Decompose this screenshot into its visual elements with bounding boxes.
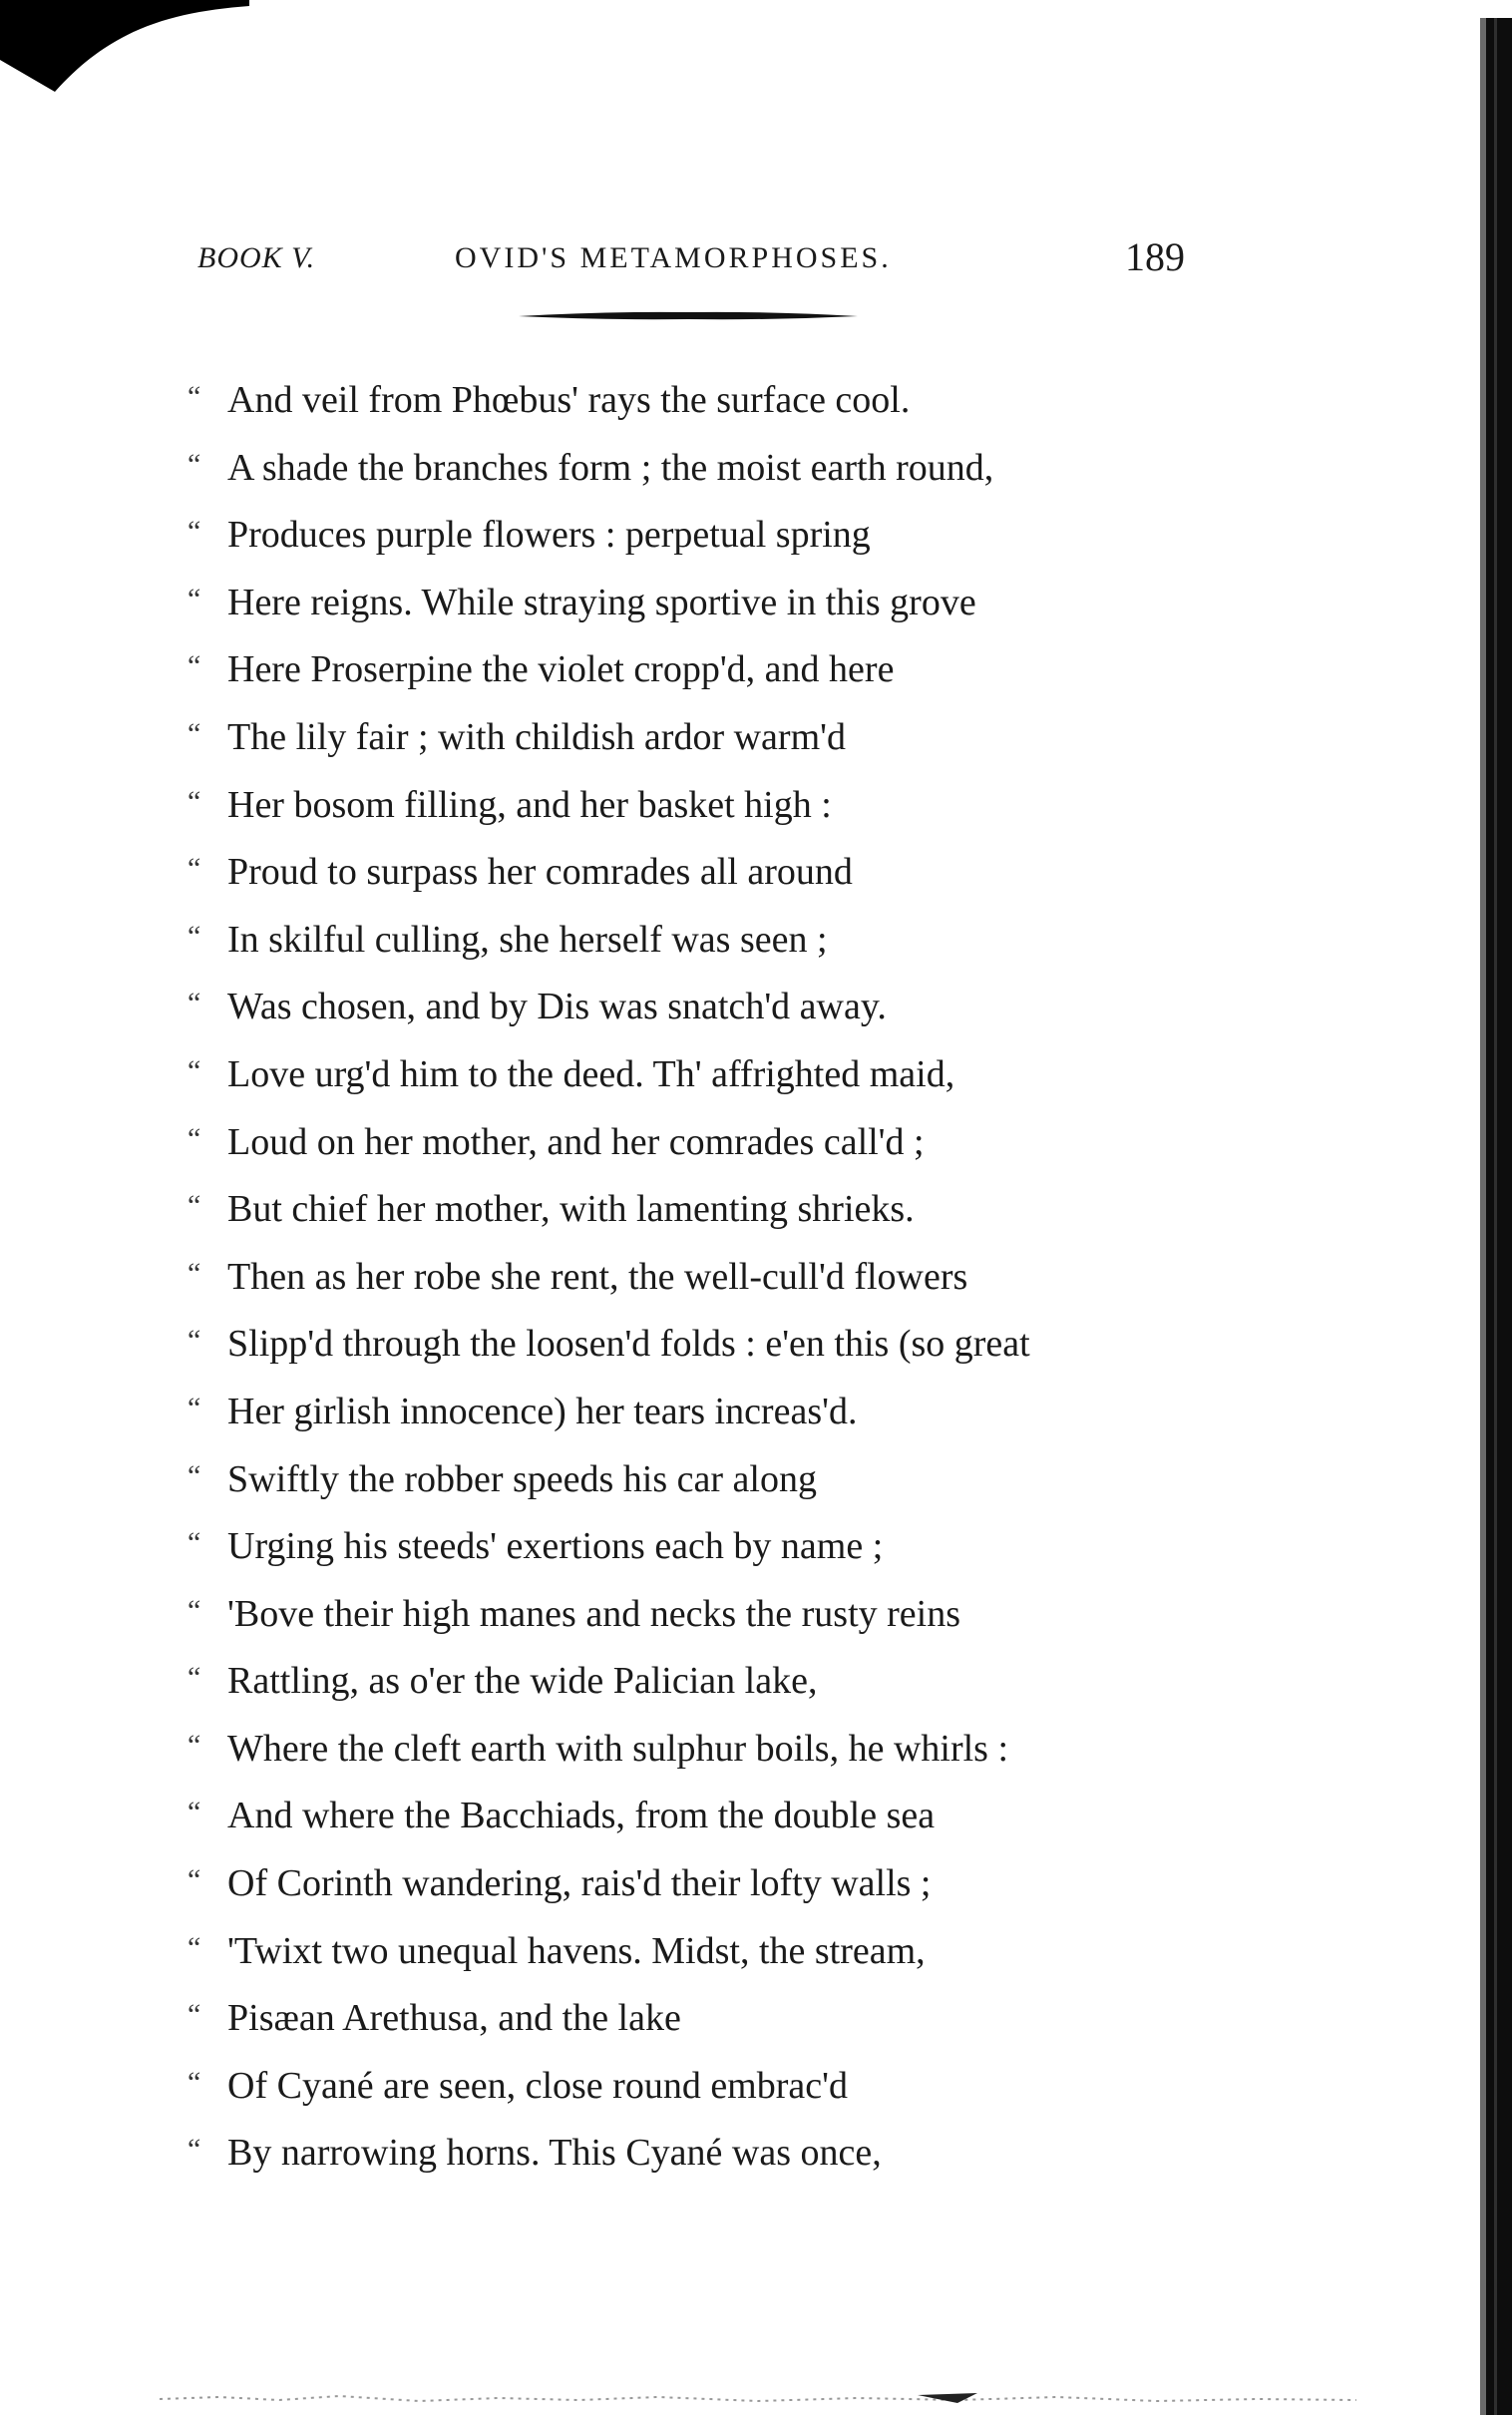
verse-text: Of Cyané are seen, close round embrac'd xyxy=(227,2064,848,2107)
verse-line xyxy=(188,1172,1185,1240)
verse-text: Here Proserpine the violet cropp'd, and here xyxy=(227,648,895,691)
verse-text: Her girlish innocence) her tears increas'd. xyxy=(227,1390,858,1432)
verse-text: Proud to surpass her comrades all around xyxy=(227,851,853,894)
verse-line xyxy=(188,1577,1185,1645)
head-rule-divider xyxy=(519,311,858,321)
verse-line xyxy=(188,1846,1185,1914)
verse-text: Slipp'd through the loosen'd folds : e'en this (so great xyxy=(227,1323,1030,1366)
verse-quote-mark: “ xyxy=(188,2065,201,2099)
verse-line xyxy=(188,1914,1185,1982)
verse-line xyxy=(188,1375,1185,1442)
verse-quote-mark: “ xyxy=(188,2133,201,2167)
verse-quote-mark: “ xyxy=(188,1593,201,1627)
verse-line xyxy=(188,1037,1185,1105)
verse-line xyxy=(188,2116,1185,2184)
verse-text: Rattling, as o'er the wide Palician lake, xyxy=(227,1660,818,1703)
verse-quote-mark: “ xyxy=(188,380,201,413)
verse-line xyxy=(188,1509,1185,1577)
verse-text: Here reigns. While straying sportive in this grove xyxy=(227,581,976,623)
verse-line xyxy=(188,2049,1185,2117)
verse-text: Pisæan Arethusa, and the lake xyxy=(227,1997,681,2040)
page-number: 189 xyxy=(1125,234,1185,279)
verse-line xyxy=(188,700,1185,768)
verse-text: Where the cleft earth with sulphur boils, he whirls : xyxy=(227,1727,1009,1770)
verse-line xyxy=(188,1644,1185,1712)
verse-quote-mark: “ xyxy=(188,1189,201,1223)
verse-line xyxy=(188,1307,1185,1375)
verse-quote-mark: “ xyxy=(188,447,201,481)
running-head-title: OVID'S METAMORPHOSES. xyxy=(455,241,892,274)
verse-text: In skilful culling, she herself was seen ; xyxy=(227,918,828,961)
verse-quote-mark: “ xyxy=(188,1053,201,1087)
verse-text: Urging his steeds' exertions each by name ; xyxy=(227,1525,884,1568)
verse-text: 'Twixt two unequal havens. Midst, the stream, xyxy=(227,1929,926,1972)
verse-quote-mark: “ xyxy=(188,1256,201,1290)
verse-quote-mark: “ xyxy=(188,919,201,953)
corner-tab-mark xyxy=(0,0,249,95)
verse-quote-mark: “ xyxy=(188,1661,201,1695)
verse-quote-mark: “ xyxy=(188,582,201,615)
verse-quote-mark: “ xyxy=(188,852,201,886)
verse-quote-mark: “ xyxy=(188,1796,201,1829)
verse-line xyxy=(188,835,1185,903)
verse-text: By narrowing horns. This Cyané was once, xyxy=(227,2132,882,2175)
verse-quote-mark: “ xyxy=(188,784,201,818)
verse-quote-mark: “ xyxy=(188,515,201,549)
verse-quote-mark: “ xyxy=(188,987,201,1020)
verse-text: But chief her mother, with lamenting shrieks. xyxy=(227,1188,915,1231)
verse-text: And veil from Phœbus' rays the surface cool. xyxy=(227,379,911,421)
verse-quote-mark: “ xyxy=(188,1998,201,2032)
verse-text: Then as her robe she rent, the well-cull'd flowers xyxy=(227,1255,968,1298)
running-head xyxy=(197,234,1195,287)
verse-quote-mark: “ xyxy=(188,649,201,683)
verse-line xyxy=(188,632,1185,700)
verse-quote-mark: “ xyxy=(188,1324,201,1358)
verse-quote-mark: “ xyxy=(188,1863,201,1897)
verse-line xyxy=(188,1442,1185,1510)
verse-line xyxy=(188,498,1185,566)
verse-text: And where the Bacchiads, from the double sea xyxy=(227,1795,936,1837)
verse-quote-mark: “ xyxy=(188,1391,201,1424)
verse-text: Of Corinth wandering, rais'd their lofty walls ; xyxy=(227,1862,932,1905)
verse-text: Was chosen, and by Dis was snatch'd away. xyxy=(227,986,887,1028)
verse-quote-mark: “ xyxy=(188,716,201,750)
verse-text: The lily fair ; with childish ardor warm'd xyxy=(227,715,846,758)
verse-line xyxy=(188,903,1185,971)
verse-text: A shade the branches form ; the moist earth round, xyxy=(227,446,994,489)
verse-line xyxy=(188,768,1185,836)
verse-quote-mark: “ xyxy=(188,1121,201,1155)
verse-quote-mark: “ xyxy=(188,1458,201,1492)
binding-edge-shadow xyxy=(1480,18,1512,2415)
verse-text: Swiftly the robber speeds his car along xyxy=(227,1457,817,1500)
verse-line xyxy=(188,1981,1185,2049)
running-head-book: BOOK V. xyxy=(197,241,316,274)
verse-text: Her bosom filling, and her basket high : xyxy=(227,783,832,826)
verse-line xyxy=(188,1712,1185,1780)
verse-text: Loud on her mother, and her comrades call'd ; xyxy=(227,1120,925,1163)
verse-line xyxy=(188,431,1185,499)
verse-text: Love urg'd him to the deed. Th' affrighted maid, xyxy=(227,1052,955,1095)
poem-text xyxy=(188,363,1185,2184)
verse-line xyxy=(188,1240,1185,1308)
verse-quote-mark: “ xyxy=(188,1930,201,1964)
verse-line xyxy=(188,970,1185,1037)
verse-line xyxy=(188,363,1185,431)
verse-line xyxy=(188,566,1185,633)
verse-line xyxy=(188,1105,1185,1173)
scan-bottom-edge-noise xyxy=(160,2379,1356,2409)
verse-text: Produces purple flowers : perpetual spring xyxy=(227,514,871,557)
verse-quote-mark: “ xyxy=(188,1728,201,1762)
verse-line xyxy=(188,1779,1185,1846)
verse-text: 'Bove their high manes and necks the rusty reins xyxy=(227,1592,961,1635)
verse-quote-mark: “ xyxy=(188,1526,201,1560)
